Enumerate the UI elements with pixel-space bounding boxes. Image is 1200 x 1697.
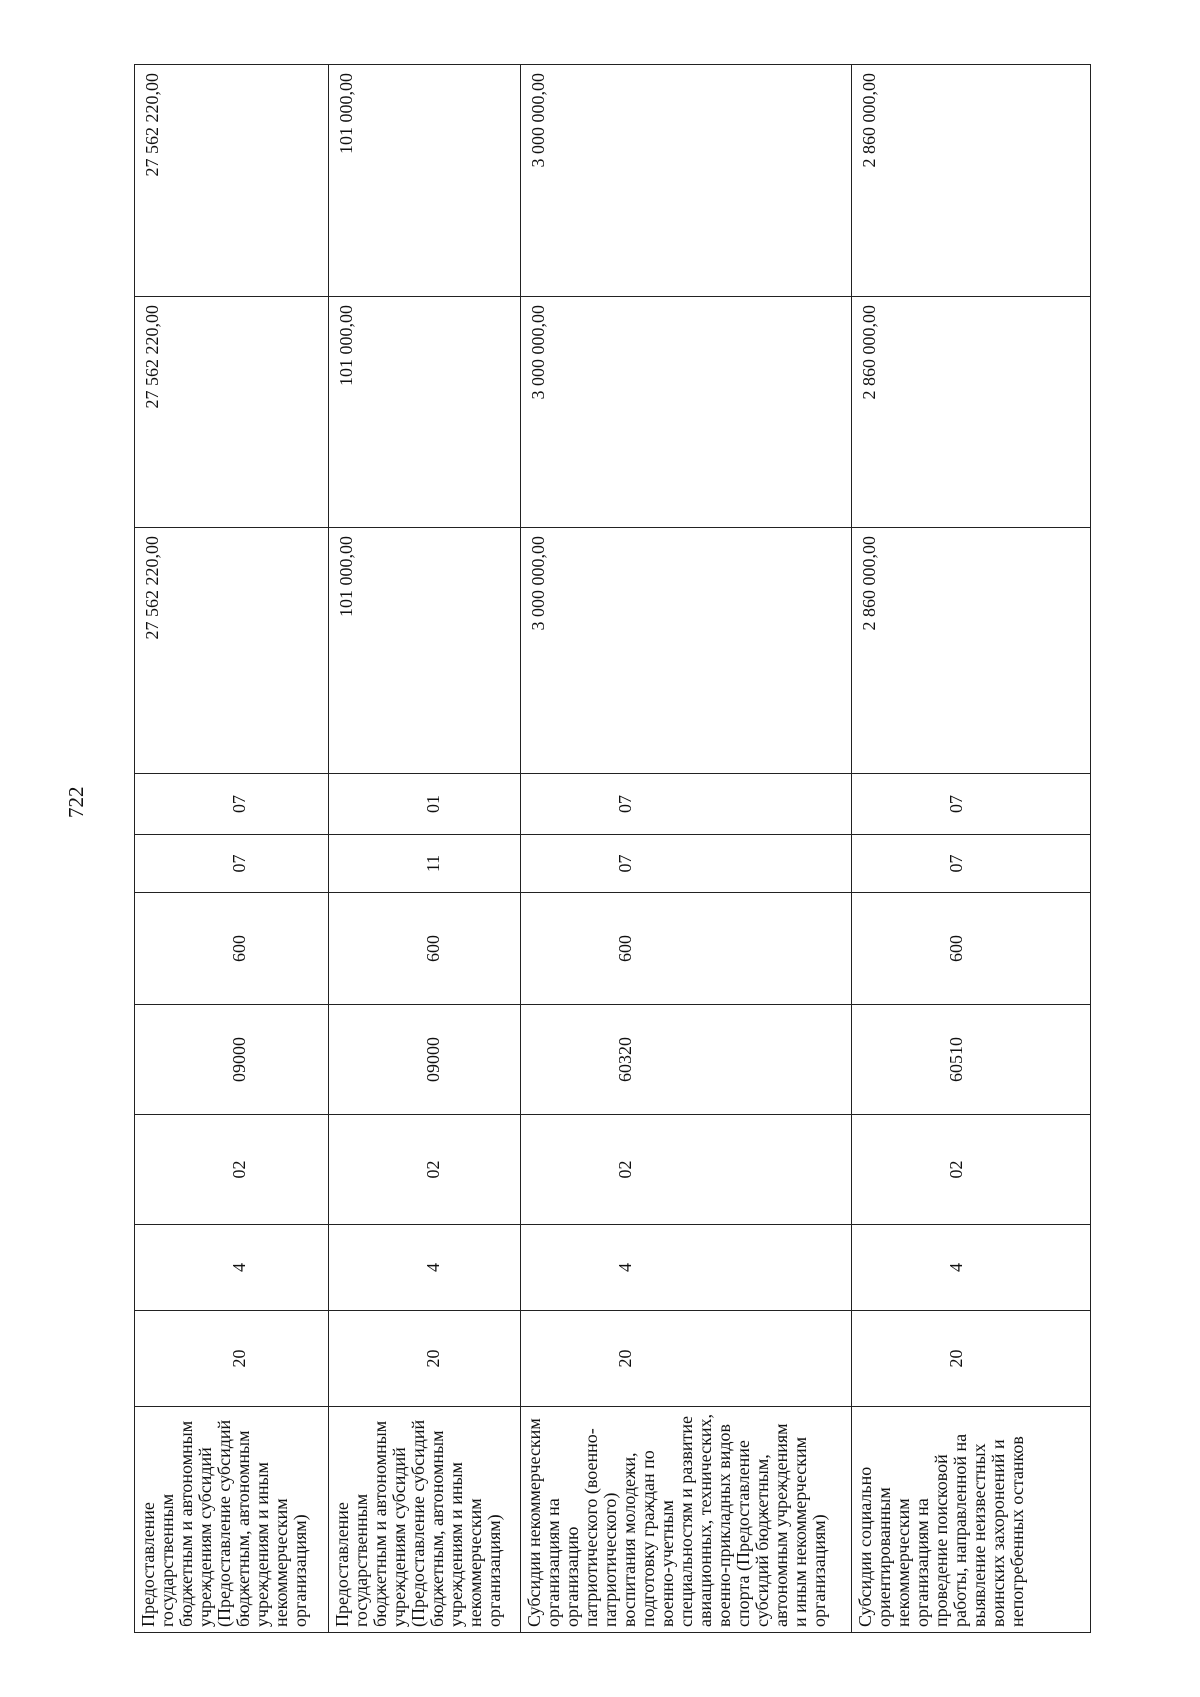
- cell-code-6: 07: [521, 835, 852, 893]
- table-row: [521, 65, 852, 1633]
- table-row: [852, 65, 1091, 1633]
- cell-amount-3: 3 000 000,00: [521, 65, 852, 297]
- cell-code-7: 07: [135, 774, 329, 835]
- cell-code-5: 600: [521, 893, 852, 1005]
- cell-amount-2: 3 000 000,00: [521, 297, 852, 528]
- cell-amount-1: 27 562 220,00: [135, 528, 329, 774]
- cell-code-4: 60510: [852, 1005, 1091, 1115]
- cell-code-6: 07: [135, 835, 329, 893]
- cell-amount-1: 3 000 000,00: [521, 528, 852, 774]
- cell-code-3: 02: [852, 1115, 1091, 1225]
- page-number: 722: [64, 786, 88, 818]
- cell-amount-3: 2 860 000,00: [852, 65, 1091, 297]
- cell-amount-3: 101 000,00: [329, 65, 521, 297]
- row-description: Субсидии социально ориентированным некоммерческим организациям на проведение поисковой работы, направленной на выявление неизвестных воинских захоронений и непогребенных останков: [852, 1407, 1091, 1633]
- cell-code-2: 4: [135, 1225, 329, 1311]
- cell-amount-2: 27 562 220,00: [135, 297, 329, 528]
- cell-code-4: 09000: [329, 1005, 521, 1115]
- rotated-page-content: [134, 65, 1090, 1633]
- cell-code-6: 07: [852, 835, 1091, 893]
- cell-code-7: 01: [329, 774, 521, 835]
- cell-amount-1: 101 000,00: [329, 528, 521, 774]
- cell-code-3: 02: [521, 1115, 852, 1225]
- cell-code-2: 4: [521, 1225, 852, 1311]
- row-description: Предоставление государственным бюджетным и автономным учреждениям субсидий (Предоставление субсидий бюджетным, автономным учреждениям и иным некоммерческим организациям): [135, 1407, 329, 1633]
- cell-code-1: 20: [852, 1311, 1091, 1407]
- cell-amount-1: 2 860 000,00: [852, 528, 1091, 774]
- cell-code-4: 60320: [521, 1005, 852, 1115]
- cell-code-6: 11: [329, 835, 521, 893]
- cell-code-5: 600: [135, 893, 329, 1005]
- cell-code-2: 4: [329, 1225, 521, 1311]
- cell-amount-2: 101 000,00: [329, 297, 521, 528]
- cell-code-4: 09000: [135, 1005, 329, 1115]
- cell-code-3: 02: [329, 1115, 521, 1225]
- cell-code-1: 20: [521, 1311, 852, 1407]
- cell-code-7: 07: [852, 774, 1091, 835]
- row-description: Предоставление государственным бюджетным и автономным учреждениям субсидий (Предоставление субсидий бюджетным, автономным учреждениям и иным некоммерческим организациям): [329, 1407, 521, 1633]
- table-row: [329, 65, 521, 1633]
- cell-code-5: 600: [852, 893, 1091, 1005]
- cell-code-1: 20: [135, 1311, 329, 1407]
- cell-amount-2: 2 860 000,00: [852, 297, 1091, 528]
- cell-code-1: 20: [329, 1311, 521, 1407]
- table-row: [135, 65, 329, 1633]
- cell-amount-3: 27 562 220,00: [135, 65, 329, 297]
- row-description: Субсидии некоммерческим организациям на организацию патриотического (военно-патриотического) воспитания молодежи, подготовку граждан по военно-учетным специальностям и развитие авиационных, технических, военно-прикладных видов спорта (Предоставление субсидий бюджетным, автономным учреждениям и иным некоммерческим организациям): [521, 1407, 852, 1633]
- cell-code-7: 07: [521, 774, 852, 835]
- cell-code-5: 600: [329, 893, 521, 1005]
- budget-table: [134, 64, 1091, 1633]
- cell-code-3: 02: [135, 1115, 329, 1225]
- cell-code-2: 4: [852, 1225, 1091, 1311]
